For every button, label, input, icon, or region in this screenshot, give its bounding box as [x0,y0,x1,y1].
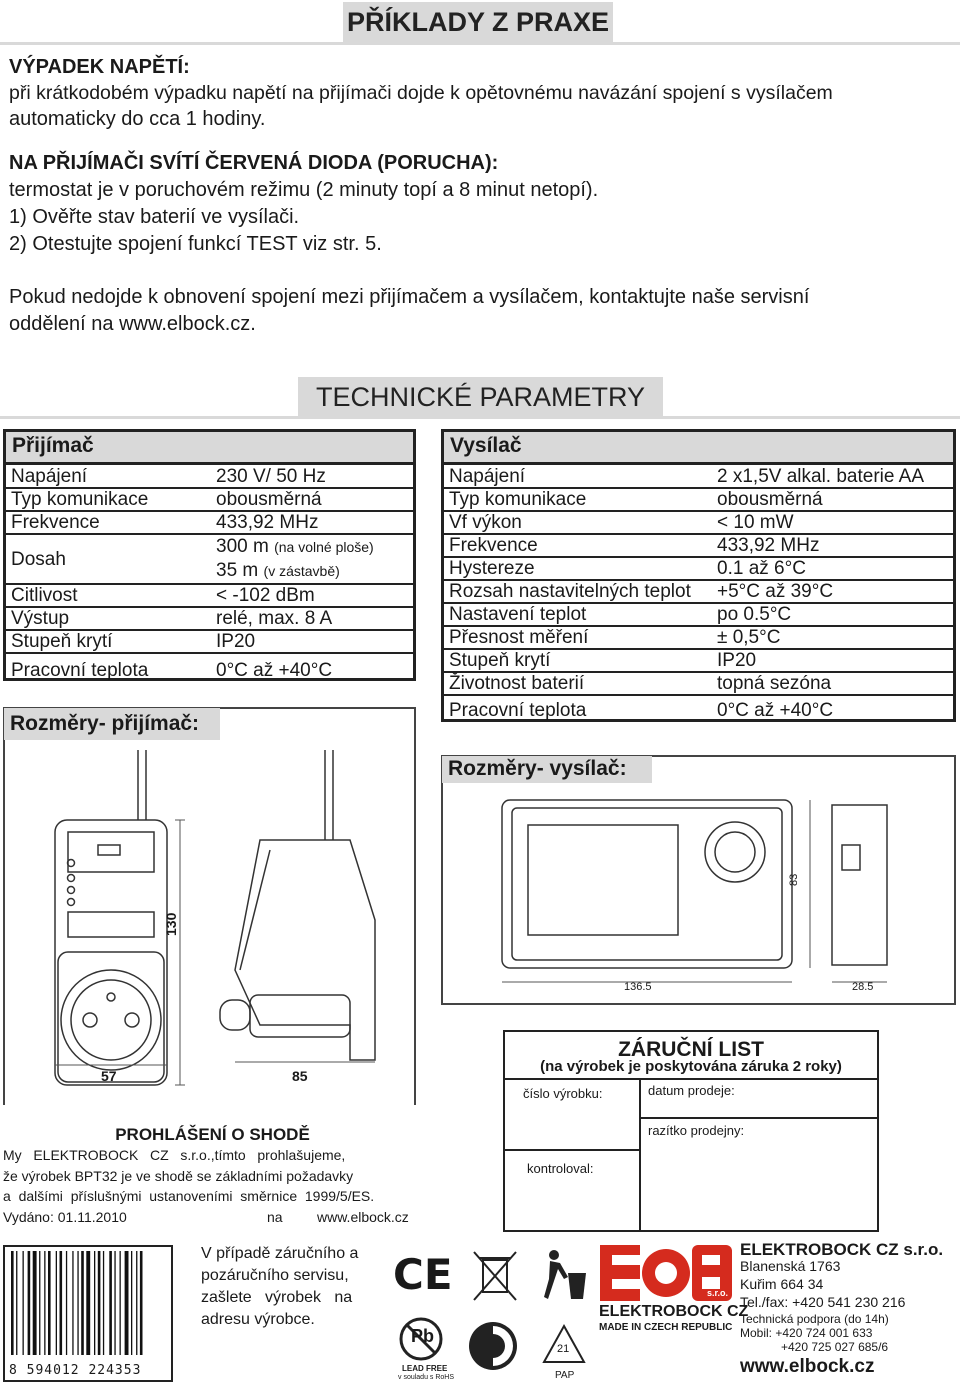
spec-value: obousměrná [211,488,413,511]
warranty-title: ZÁRUČNÍ LIST [618,1038,764,1061]
spec-value: obousměrná [712,488,953,511]
outage-text-2: automaticky do cca 1 hodiny. [9,108,266,130]
spec-value: relé, max. 8 A [211,607,413,630]
declaration-line-1: My ELEKTROBOCK CZ s.r.o.,tímto prohlašujeme, [3,1147,346,1163]
barcode-bar [125,1251,129,1355]
company-name: ELEKTROBOCK CZ s.r.o. [740,1240,944,1259]
spec-key: Pracovní teplota [11,659,149,681]
spec-key: Stupeň krytí [444,649,712,672]
barcode-bar [66,1251,67,1355]
table-row [6,534,413,584]
range-built: 35 m [216,560,259,581]
spec-value: < 10 mW [712,511,953,534]
spec-value: IP20 [211,630,413,653]
table-row [444,672,953,695]
recycle-code: 21 [557,1343,570,1355]
spec-value: +5°C až 39°C [712,580,953,603]
barcode-bar [44,1251,45,1355]
company-street: Blanenská 1763 [740,1258,841,1274]
declaration-na: na [267,1209,283,1225]
company-city: Kuřim 664 34 [740,1276,824,1292]
rohs-label: v souladu s RoHS [398,1374,455,1381]
warranty-grid-h3 [503,1149,640,1151]
table-row [6,465,413,488]
spec-value: 0°C až +40°C [717,700,834,721]
spec-value: 0°C až +40°C [216,659,333,681]
green-dot-icon [467,1320,519,1372]
product-number-label: číslo výrobku: [523,1086,603,1101]
barcode-bar [94,1251,95,1355]
table-row [6,630,413,653]
barcode-bar [136,1251,137,1355]
table-row [444,695,953,725]
barcode-bar [23,1251,24,1355]
table-row [444,511,953,534]
table-row [6,607,413,630]
spec-value [211,534,413,584]
transmitter-dim-width: 136.5 [624,981,652,993]
spec-key: Stupeň krytí [6,630,211,653]
spec-key: Výstup [6,607,211,630]
range-built-note: (v zástavbě) [263,563,340,579]
spec-value: < -102 dBm [211,584,413,607]
spec-value: po 0.5°C [712,603,953,626]
warranty-grid-h1 [503,1078,879,1080]
barcode-bar [28,1251,31,1355]
spec-value: ± 0,5°C [712,626,953,649]
spec-value: 2 x1,5V alkal. baterie AA [712,465,953,488]
lead-symbol: Pb [411,1326,435,1346]
table-row [444,557,953,580]
barcode-bar [48,1251,51,1355]
checked-label: kontroloval: [527,1161,594,1176]
transmitter-spec-table [441,429,956,722]
transmitter-dim-depth: 28.5 [852,981,874,993]
receiver-spec-table [3,429,416,681]
barcode-bar [11,1251,14,1355]
header-rule [0,42,960,45]
spec-key: Dosah [6,534,211,584]
barcode-bar [56,1251,57,1355]
spec-value: topná sezóna [712,672,953,695]
barcode-bar [86,1251,90,1355]
spec-key: Frekvence [444,534,712,557]
logo-sro: s.r.o. [707,1288,729,1298]
dispose-bin-icon [540,1247,590,1302]
declaration-issued: Vydáno: 01.11.2010 [3,1209,127,1225]
fault-line-1: termostat je v poruchovém režimu (2 minuty topí a 8 minut netopí). [9,179,599,201]
warranty-subtitle: (na výrobek je poskytována záruka 2 roky) [540,1058,842,1075]
spec-value: 433,92 MHz [211,511,413,534]
barcode-bar [60,1251,63,1355]
barcode-bar [131,1251,132,1355]
tech-title: TECHNICKÉ PARAMETRY [298,377,663,417]
fault-line-2: 1) Ověřte stav baterií ve vysílači. [9,206,300,228]
lead-free-label: LEAD FREE [402,1364,448,1373]
company-tel: Tel./fax: +420 541 230 216 [740,1294,906,1310]
spec-key: Přesnost měření [444,626,712,649]
declaration-line-3: a dalšími příslušnými ustanoveními směrnice 1999/5/ES. [3,1188,375,1204]
spec-key: Pracovní teplota [449,700,587,721]
warranty-grid-h2 [640,1117,879,1119]
table-row [444,580,953,603]
table-row [444,603,953,626]
service-line-3: zašlete výrobek na [201,1289,353,1306]
fault-line-3: 2) Otestujte spojení funkcí TEST viz str. 5. [9,233,382,255]
barcode-bar [98,1251,101,1355]
table-row [444,649,953,672]
table-row [6,653,413,686]
barcode-bar [39,1251,40,1355]
service-line-2: pozáručního servisu, [201,1267,349,1284]
transmitter-drawing [480,790,910,1000]
table-row [6,511,413,534]
transmitter-dim-height: 83 [788,873,800,886]
company-mobile-1: Mobil: +420 724 001 633 [740,1326,873,1340]
range-open: 300 m [216,536,269,557]
contact-line-1: Pokud nedojde k obnovení spojení mezi přijímačem a vysílačem, kontaktujte naše servisní [9,286,810,308]
receiver-title: Přijímač [6,432,413,465]
table-row [444,488,953,511]
barcode [3,1245,173,1382]
receiver-dim-height: 130 [163,912,179,936]
declaration-web: www.elbock.cz [317,1209,409,1225]
company-mobile-2: +420 725 027 685/6 [781,1340,889,1354]
page-title: PŘÍKLADY Z PRAXE [343,2,613,42]
receiver-dim-depth: 85 [292,1068,308,1084]
barcode-bar [109,1251,112,1355]
logo-name: ELEKTROBOCK CZ [599,1303,749,1320]
ce-mark-icon: CE [393,1250,453,1299]
recycle-pap: PAP [555,1370,575,1381]
receiver-drawing [20,740,400,1090]
spec-key: Citlivost [6,584,211,607]
barcode-bar [16,1251,17,1355]
company-support: Technická podpora (do 14h) [740,1312,889,1326]
receiver-dims-title: Rozměry- přijímač: [4,708,220,740]
spec-key: Typ komunikace [444,488,712,511]
barcode-bar [81,1251,84,1355]
table-row [6,488,413,511]
spec-value: IP20 [712,649,953,672]
barcode-bar [103,1251,104,1355]
range-open-note: (na volné ploše) [274,539,374,555]
barcode-bar [77,1251,78,1355]
declaration-line-2: že výrobek BPT32 je ve shodě se základními požadavky [3,1168,354,1184]
spec-value: 433,92 MHz [712,534,953,557]
table-row [6,584,413,607]
company-web: www.elbock.cz [740,1356,875,1377]
sale-date-label: datum prodeje: [648,1083,735,1098]
contact-line-2: oddělení na www.elbock.cz. [9,313,256,335]
transmitter-dims-title: Rozměry- vysílač: [442,756,652,783]
barcode-bar [72,1251,73,1355]
transmitter-title: Vysílač [444,432,953,465]
spec-value: 230 V/ 50 Hz [211,465,413,488]
barcode-bar [114,1251,115,1355]
stamp-label: razítko prodejny: [648,1123,745,1138]
barcode-bars [5,1247,171,1357]
spec-key: Typ komunikace [6,488,211,511]
spec-key: Napájení [444,465,712,488]
spec-key: Nastavení teplot [444,603,712,626]
spec-key: Životnost baterií [444,672,712,695]
barcode-bar [33,1251,37,1355]
logo-made: MADE IN CZECH REPUBLIC [599,1322,733,1333]
table-row [444,534,953,557]
barcode-digits: 8 594012 224353 [9,1363,142,1378]
warranty-grid-v1 [639,1078,641,1232]
spec-value: 0.1 až 6°C [712,557,953,580]
outage-text-1: při krátkodobém výpadku napětí na přijímači dojde k opětovnému navázání spojení s vysílačem [9,82,833,104]
spec-key: Vf výkon [444,511,712,534]
barcode-bar [120,1251,121,1355]
spec-key: Frekvence [6,511,211,534]
declaration-title: PROHLÁŠENÍ O SHODĚ [115,1125,310,1144]
receiver-dim-width: 57 [101,1068,117,1084]
weee-bin-icon [470,1248,520,1303]
table-row [444,465,953,488]
table-row [444,626,953,649]
service-line-4: adresu výrobce. [201,1311,315,1328]
outage-heading: VÝPADEK NAPĚTÍ: [9,56,190,78]
fault-heading: NA PŘIJÍMAČI SVÍTÍ ČERVENÁ DIODA (PORUCHA): [9,152,499,174]
service-line-1: V případě záručního a [201,1245,359,1262]
spec-key: Napájení [6,465,211,488]
spec-key: Rozsah nastavitelných teplot [444,580,712,603]
spec-key: Hystereze [444,557,712,580]
barcode-bar [140,1251,143,1355]
